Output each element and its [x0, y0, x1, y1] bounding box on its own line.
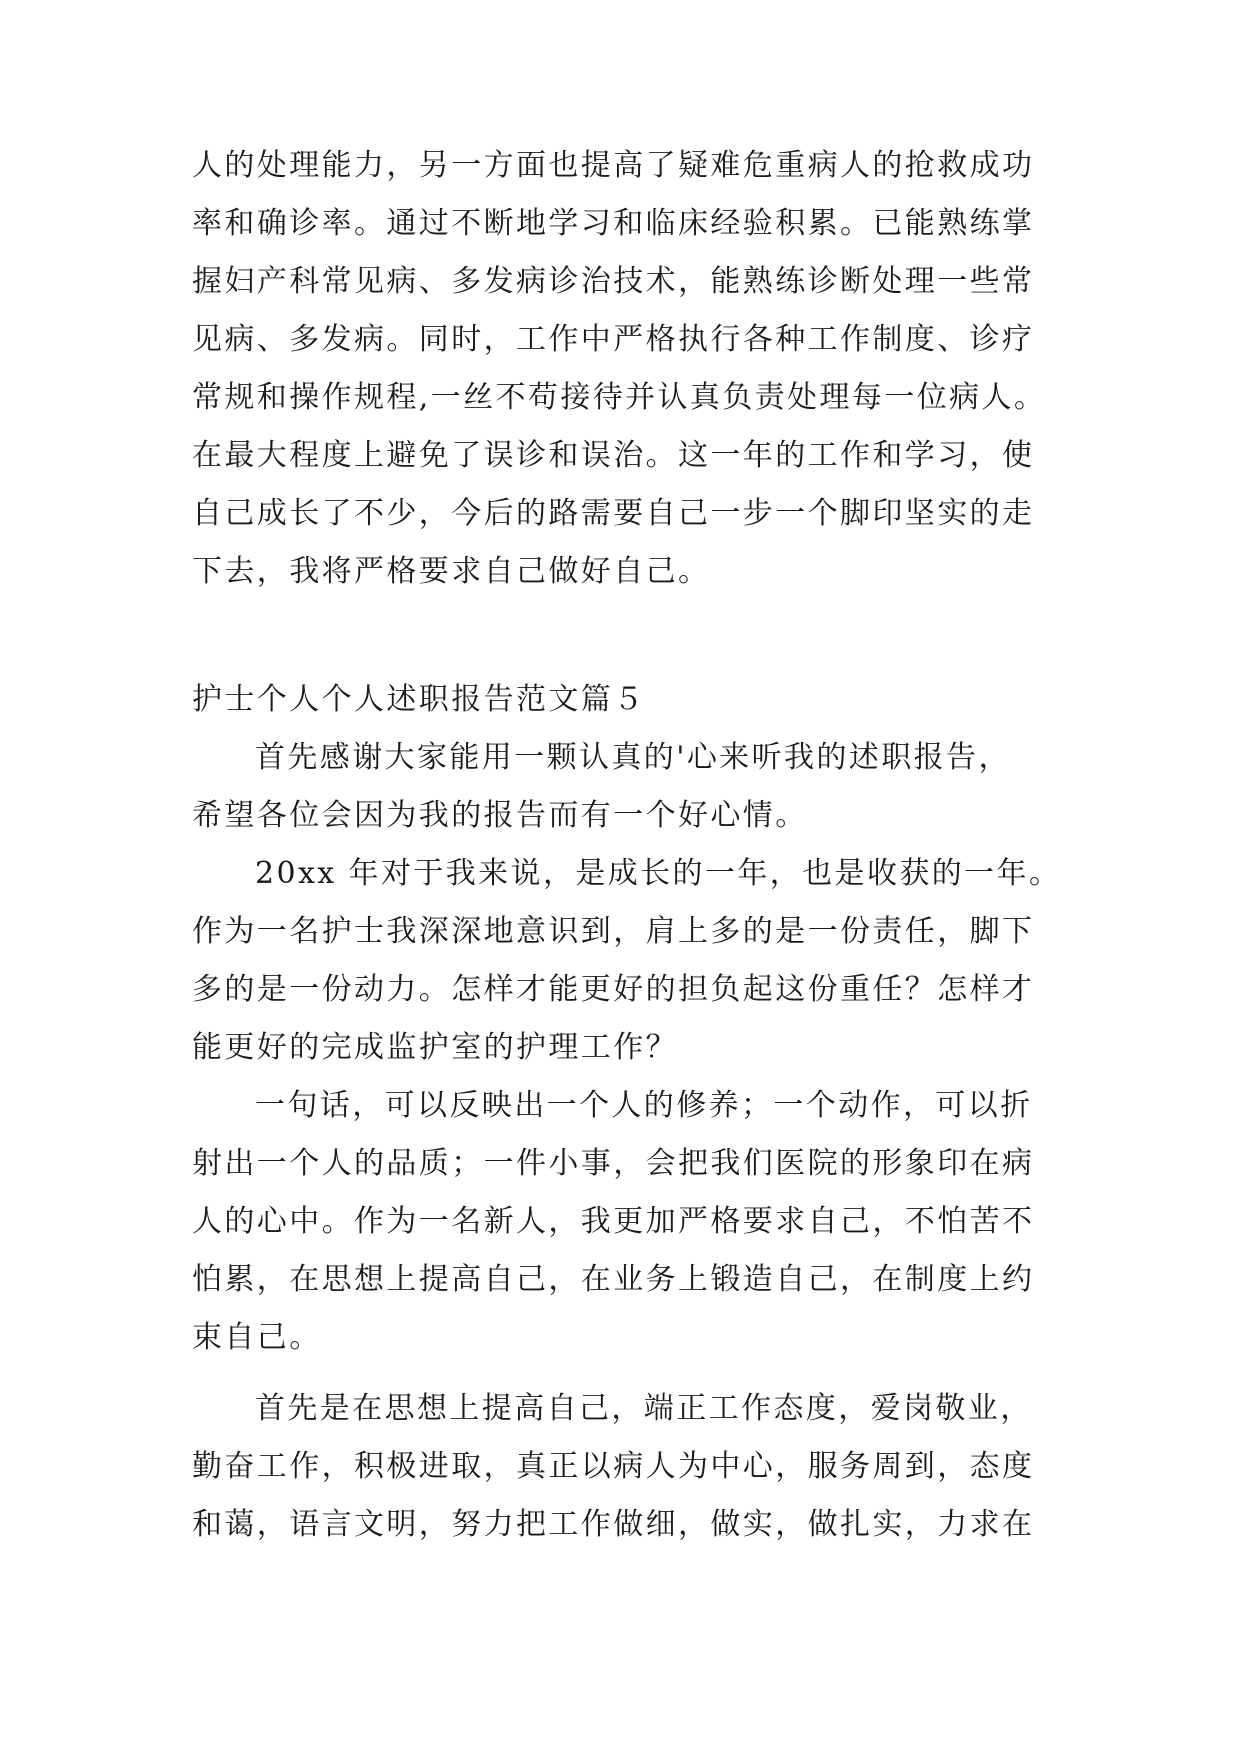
body-text-line: 勤奋工作，积极进取，真正以病人为中心，服务周到，态度: [192, 1449, 1035, 1484]
paragraph-first-line: 20xx 年对于我来说，是成长的一年，也是收获的一年。: [255, 856, 1062, 891]
body-text-line: 人的心中。作为一名新人，我更加严格要求自己，不怕苦不: [192, 1204, 1035, 1239]
paragraph-first-line: 首先感谢大家能用一颗认真的'心来听我的述职报告，: [255, 740, 1011, 775]
body-text-line: 在最大程度上避免了误诊和误治。这一年的工作和学习，使: [192, 438, 1035, 473]
body-text-line: 自己成长了不少，今后的路需要自己一步一个脚印坚实的走: [192, 496, 1035, 531]
body-text-line: 能更好的完成监护室的护理工作？: [192, 1030, 678, 1065]
body-text-line: 怕累，在思想上提高自己，在业务上锻造自己，在制度上约: [192, 1262, 1035, 1297]
body-text-line: 作为一名护士我深深地意识到，肩上多的是一份责任，脚下: [192, 914, 1035, 949]
body-text-line: 和蔼，语言文明，努力把工作做细，做实，做扎实，力求在: [192, 1507, 1035, 1542]
paragraph-first-line: 首先是在思想上提高自己，端正工作态度，爱岗敬业，: [255, 1391, 1033, 1426]
body-text-line: 见病、多发病。同时，工作中严格执行各种工作制度、诊疗: [192, 322, 1035, 357]
body-text-line: 常规和操作规程,一丝不苟接待并认真负责处理每一位病人。: [192, 380, 1047, 415]
body-text-line: 握妇产科常见病、多发病诊治技术，能熟练诊断处理一些常: [192, 264, 1035, 299]
body-text-line: 下去，我将严格要求自己做好自己。: [192, 554, 711, 589]
paragraph-first-line: 一句话，可以反映出一个人的修养；一个动作，可以折: [255, 1088, 1033, 1123]
body-text-line: 束自己。: [192, 1320, 322, 1355]
body-text-line: 希望各位会因为我的报告而有一个好心情。: [192, 798, 808, 833]
body-text-line: 射出一个人的品质；一件小事，会把我们医院的形象印在病: [192, 1146, 1035, 1181]
body-text-line: 人的处理能力，另一方面也提高了疑难危重病人的抢救成功: [192, 148, 1035, 183]
body-text-line: 多的是一份动力。怎样才能更好的担负起这份重任？怎样才: [192, 972, 1035, 1007]
body-text-line: 率和确诊率。通过不断地学习和临床经验积累。已能熟练掌: [192, 206, 1035, 241]
section-heading: 护士个人个人述职报告范文篇５: [192, 682, 646, 717]
